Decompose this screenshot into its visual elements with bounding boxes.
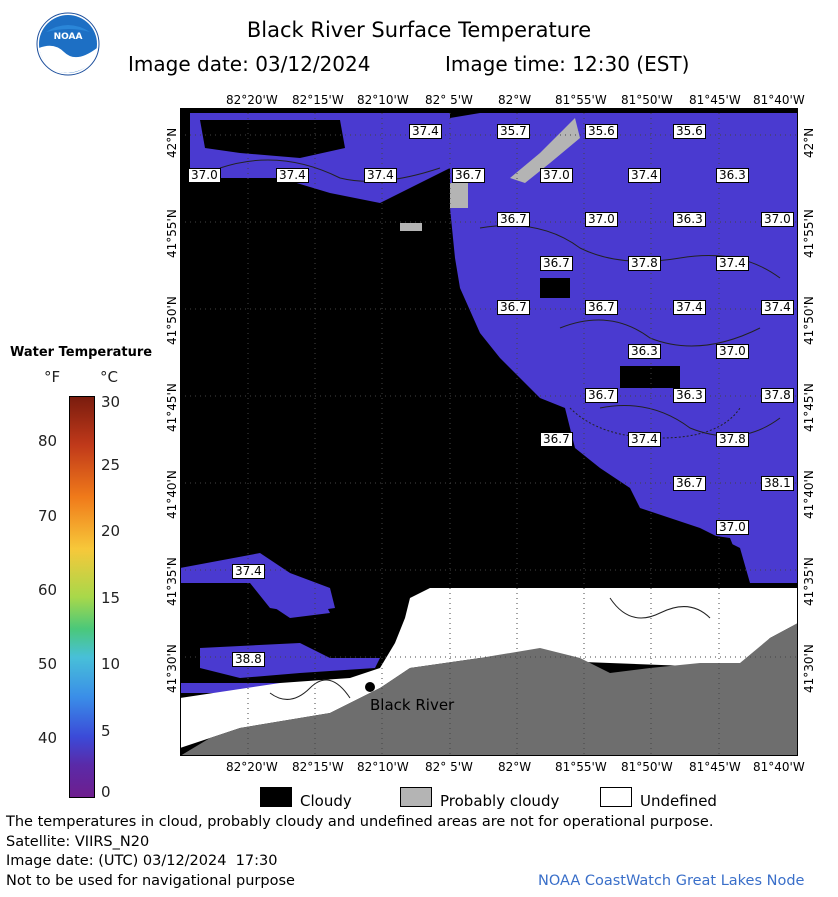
image-time: Image time: 12:30 (EST) — [445, 52, 690, 76]
map-area — [180, 108, 798, 756]
temp-label: 38.8 — [232, 652, 265, 667]
temp-label: 37.0 — [716, 520, 749, 535]
temp-label: 35.7 — [497, 124, 530, 139]
image-date: Image date: 03/12/2024 — [128, 52, 371, 76]
temp-label: 36.3 — [716, 168, 749, 183]
c-tick: 20 — [101, 522, 121, 540]
undefined-label: Undefined — [640, 792, 717, 810]
c-tick: 5 — [101, 722, 111, 740]
lon-tick: 82°10'W — [357, 760, 409, 774]
lat-tick: 42°N — [165, 127, 179, 158]
lon-tick: 82°W — [498, 93, 532, 107]
temp-label: 36.7 — [540, 432, 573, 447]
place-label: Black River — [370, 696, 455, 714]
c-tick: 15 — [101, 589, 121, 607]
temp-label: 35.6 — [673, 124, 706, 139]
temp-label: 36.7 — [585, 388, 618, 403]
undefined-swatch — [600, 787, 632, 807]
lat-tick: 41°30'N — [802, 644, 816, 693]
lat-tick: 41°55'N — [165, 209, 179, 258]
lon-tick: 81°40'W — [753, 93, 805, 107]
temp-label: 37.0 — [585, 212, 618, 227]
f-tick: 70 — [38, 507, 58, 525]
temp-label: 36.7 — [497, 212, 530, 227]
temp-label: 37.4 — [628, 432, 661, 447]
lat-tick: 41°40'N — [802, 470, 816, 519]
temp-label: 36.3 — [628, 344, 661, 359]
f-tick: 40 — [38, 729, 58, 747]
lon-tick: 81°45'W — [689, 93, 741, 107]
lon-tick: 82° 5'W — [425, 760, 473, 774]
cloudy-swatch — [260, 787, 292, 807]
lat-tick: 42°N — [802, 127, 816, 158]
lat-tick: 41°35'N — [802, 557, 816, 606]
lat-tick: 41°40'N — [165, 470, 179, 519]
temp-label: 37.0 — [540, 168, 573, 183]
map-title: Black River Surface Temperature — [246, 18, 592, 42]
colorbar-gradient — [69, 396, 95, 798]
temp-label: 37.4 — [232, 564, 265, 579]
c-tick: 10 — [101, 655, 121, 673]
temp-label: 36.7 — [673, 476, 706, 491]
f-tick: 80 — [38, 432, 58, 450]
lon-tick: 81°55'W — [555, 93, 607, 107]
logo-text: NOAA — [53, 32, 83, 42]
probably-cloudy-label: Probably cloudy — [440, 792, 560, 810]
temp-label: 36.7 — [585, 300, 618, 315]
temp-label: 37.8 — [716, 432, 749, 447]
lat-tick: 41°35'N — [165, 557, 179, 606]
probably-cloudy-swatch — [400, 787, 432, 807]
lat-tick: 41°30'N — [165, 644, 179, 693]
lon-tick: 82°W — [498, 760, 532, 774]
unit-fahrenheit: °F — [44, 368, 61, 386]
temp-label: 37.4 — [409, 124, 442, 139]
temp-label: 37.4 — [716, 256, 749, 271]
lat-tick: 41°45'N — [802, 383, 816, 432]
temp-label: 36.3 — [673, 388, 706, 403]
lat-tick: 41°50'N — [802, 296, 816, 345]
lon-tick: 81°45'W — [689, 760, 741, 774]
temp-label: 36.7 — [540, 256, 573, 271]
lon-tick: 82°15'W — [292, 93, 344, 107]
lon-tick: 82°15'W — [292, 760, 344, 774]
lat-tick: 41°55'N — [802, 209, 816, 258]
f-tick: 50 — [38, 655, 58, 673]
disclaimer: The temperatures in cloud, probably cloudy and undefined areas are not for operational purpose. — [6, 814, 714, 830]
temp-label: 37.8 — [628, 256, 661, 271]
lat-tick: 41°45'N — [165, 383, 179, 432]
lat-tick: 41°50'N — [165, 296, 179, 345]
colorbar-title: Water Temperature — [10, 345, 153, 360]
temp-label: 37.4 — [628, 168, 661, 183]
temp-label: 37.8 — [761, 388, 794, 403]
temp-label: 36.7 — [497, 300, 530, 315]
c-tick: 25 — [101, 456, 121, 474]
temp-label: 37.4 — [673, 300, 706, 315]
lon-tick: 82°20'W — [226, 93, 278, 107]
utc-date: Image date: (UTC) 03/12/2024 17:30 — [6, 853, 278, 869]
unit-celsius: °C — [100, 368, 118, 386]
lon-tick: 82°10'W — [357, 93, 409, 107]
temp-label: 37.4 — [761, 300, 794, 315]
temp-label: 37.4 — [364, 168, 397, 183]
temp-label: 38.1 — [761, 476, 794, 491]
lon-tick: 82°20'W — [226, 760, 278, 774]
lon-tick: 81°50'W — [621, 760, 673, 774]
temp-label: 37.0 — [716, 344, 749, 359]
cloudy-label: Cloudy — [300, 792, 352, 810]
temp-label: 37.0 — [761, 212, 794, 227]
lon-tick: 82° 5'W — [425, 93, 473, 107]
temp-label: 37.4 — [276, 168, 309, 183]
black-river-marker — [365, 682, 375, 692]
temp-label: 37.0 — [188, 168, 221, 183]
temp-label: 36.7 — [452, 168, 485, 183]
lon-tick: 81°55'W — [555, 760, 607, 774]
nav-warning: Not to be used for navigational purpose — [6, 873, 295, 889]
credit: NOAA CoastWatch Great Lakes Node — [538, 873, 805, 889]
temp-label: 36.3 — [673, 212, 706, 227]
lon-tick: 81°50'W — [621, 93, 673, 107]
f-tick: 60 — [38, 581, 58, 599]
c-tick: 30 — [101, 393, 121, 411]
satellite: Satellite: VIIRS_N20 — [6, 834, 150, 850]
lon-tick: 81°40'W — [753, 760, 805, 774]
temp-label: 35.6 — [585, 124, 618, 139]
c-tick: 0 — [101, 783, 111, 801]
